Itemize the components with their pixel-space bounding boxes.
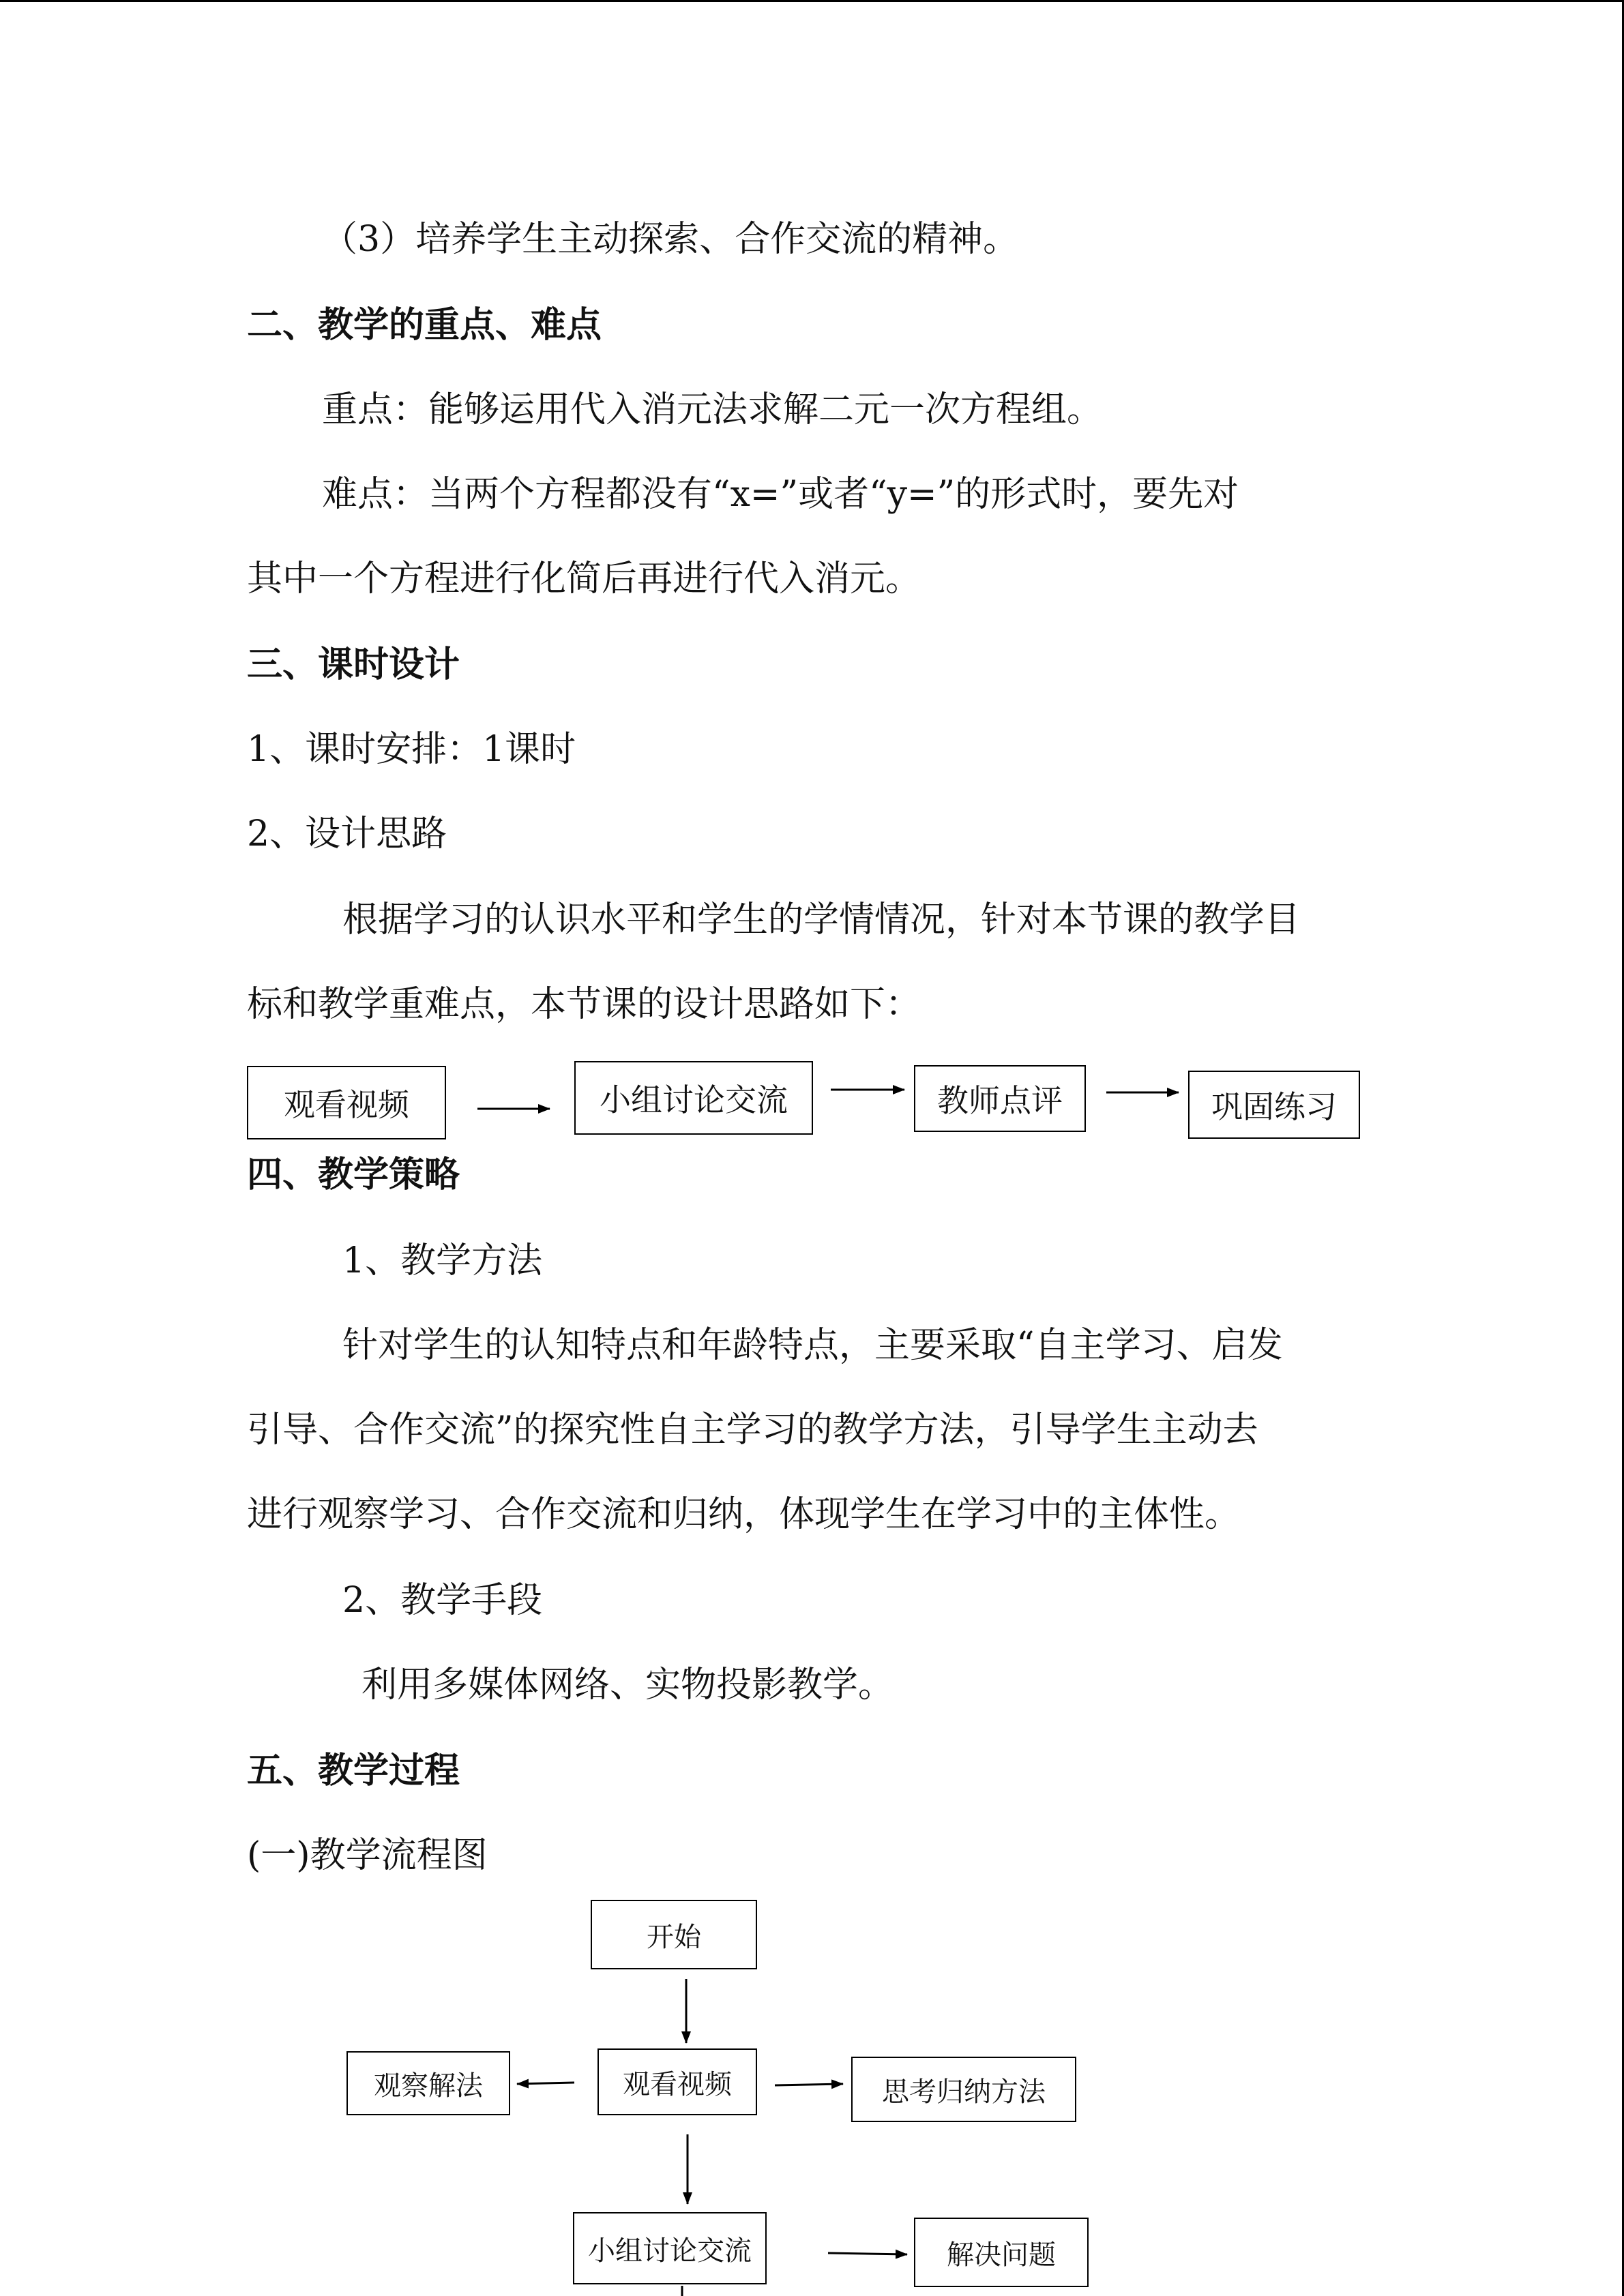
section-3-item-1: 1、课时安排：1课时 bbox=[247, 729, 576, 770]
section-3-heading: 三、课时设计 bbox=[247, 644, 460, 685]
design-flow-box-teacher-comment: 教师点评 bbox=[914, 1065, 1086, 1132]
section-3-item-2: 2、设计思路 bbox=[247, 814, 447, 854]
design-flow-box-watch-video: 观看视频 bbox=[247, 1066, 446, 1139]
section-4-sub-1: 1、教学方法 bbox=[342, 1240, 543, 1281]
section-5-sub-1: (一)教学流程图 bbox=[247, 1835, 488, 1876]
section-2-heading: 二、教学的重点、难点 bbox=[247, 304, 602, 346]
design-flow-box-group-discussion: 小组讨论交流 bbox=[574, 1061, 813, 1135]
flowchart-watch-video-box: 观看视频 bbox=[597, 2048, 757, 2115]
objective-3: （3）培养学生主动探索、合作交流的精神。 bbox=[322, 219, 1019, 260]
flowchart-start-box: 开始 bbox=[591, 1900, 757, 1969]
section-4-sub-2: 2、教学手段 bbox=[342, 1580, 543, 1621]
design-para-line-2: 标和教学重难点，本节课的设计思路如下： bbox=[247, 984, 921, 1025]
method-para-line-3: 进行观察学习、合作交流和归纳，体现学生在学习中的主体性。 bbox=[247, 1494, 1241, 1535]
flowchart-group-discussion-box: 小组讨论交流 bbox=[573, 2212, 767, 2284]
method-para-line-1: 针对学生的认知特点和年龄特点，主要采取“自主学习、启发 bbox=[342, 1325, 1283, 1366]
difficulty-line-1: 难点：当两个方程都没有“x=”或者“y=”的形式时，要先对 bbox=[322, 474, 1239, 515]
difficulty-line-2: 其中一个方程进行化简后再进行代入消元。 bbox=[247, 558, 921, 599]
section-4-heading: 四、教学策略 bbox=[247, 1154, 460, 1195]
method-para-line-2: 引导、合作交流”的探究性自主学习的教学方法，引导学生主动去 bbox=[247, 1410, 1258, 1450]
section-5-heading: 五、教学过程 bbox=[247, 1750, 460, 1791]
design-flow-box-consolidation: 巩固练习 bbox=[1188, 1071, 1360, 1139]
teaching-means: 利用多媒体网络、实物投影教学。 bbox=[361, 1665, 894, 1705]
key-point: 重点：能够运用代入消元法求解二元一次方程组。 bbox=[322, 389, 1103, 430]
flowchart-observe-method-box: 观察解法 bbox=[346, 2051, 510, 2115]
flow-arrow-watch-to-think bbox=[775, 2084, 843, 2085]
design-para-line-1: 根据学习的认识水平和学生的学情情况，针对本节课的教学目 bbox=[342, 899, 1301, 940]
flow-arrow-watch-to-observe bbox=[517, 2083, 574, 2084]
flow-arrow-group-to-solve bbox=[828, 2253, 907, 2254]
flowchart-think-summarize-box: 思考归纳方法 bbox=[851, 2057, 1076, 2122]
flowchart-solve-problem-box: 解决问题 bbox=[914, 2218, 1089, 2287]
